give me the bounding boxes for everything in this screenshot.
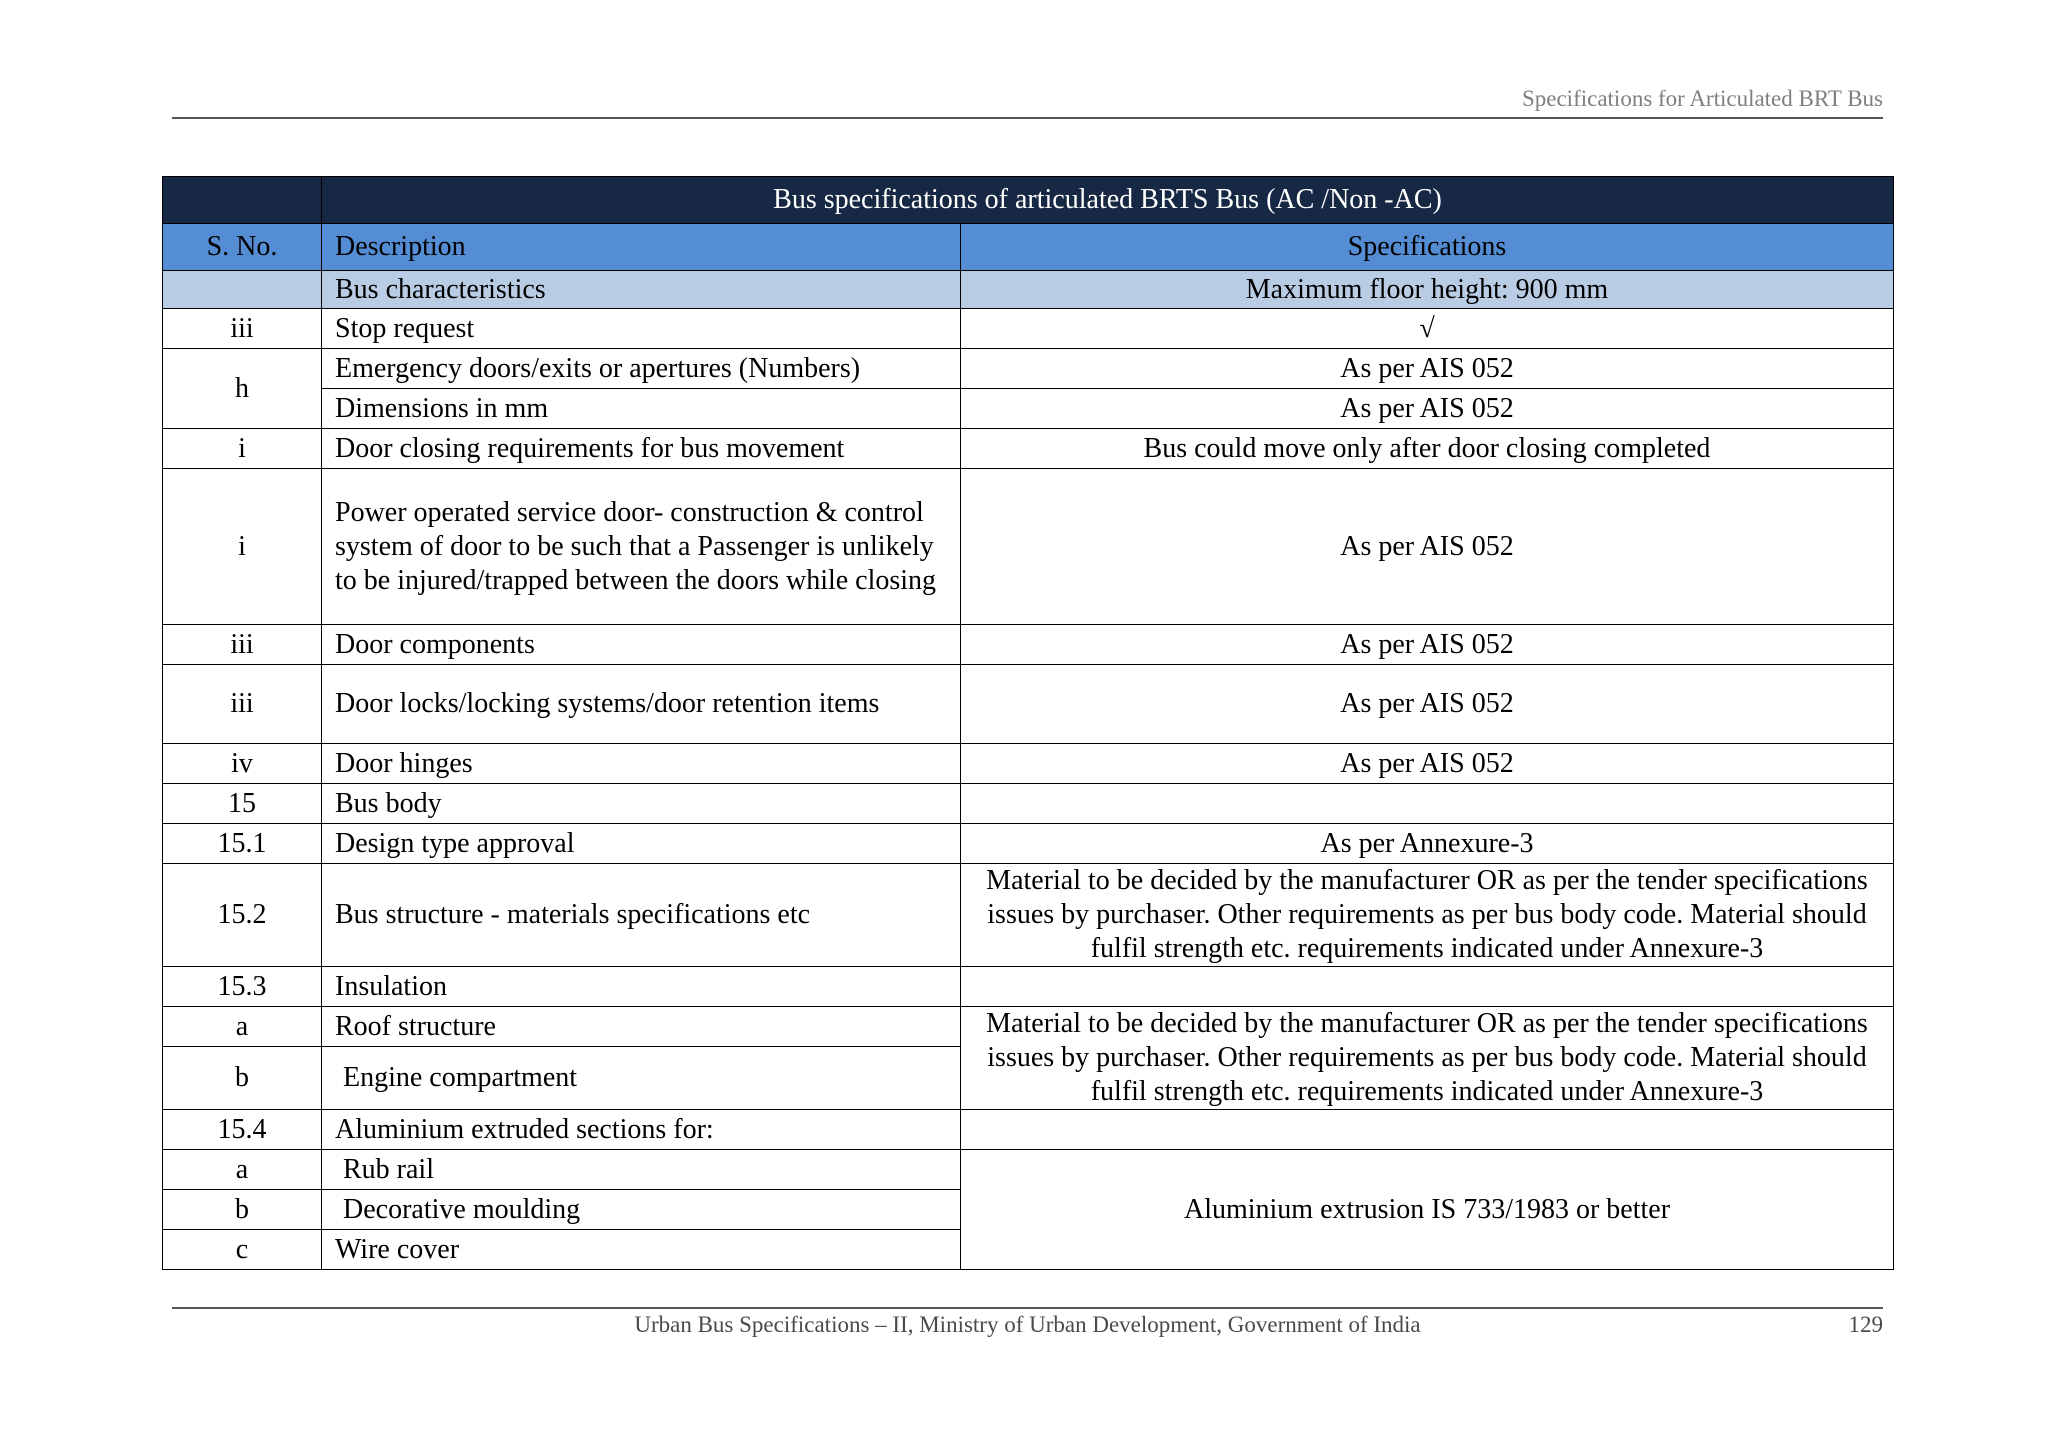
running-header: Specifications for Articulated BRT Bus — [1521, 86, 1883, 111]
cell-sno: b — [163, 1190, 322, 1230]
table-row — [163, 349, 1894, 389]
cell-description: Engine compartment — [322, 1047, 961, 1110]
table-row — [163, 625, 1894, 665]
cell-spec — [961, 967, 1894, 1007]
cell-spec: As per AIS 052 — [961, 665, 1894, 744]
page-number: 129 — [1848, 1312, 1883, 1337]
table-row — [163, 389, 1894, 429]
cell-description: Insulation — [322, 967, 961, 1007]
header-rule — [172, 117, 1883, 119]
cell-description: Design type approval — [322, 824, 961, 864]
cell-spec: As per AIS 052 — [961, 744, 1894, 784]
section-sno-cell — [163, 271, 322, 309]
cell-sno: b — [163, 1047, 322, 1110]
cell-description: Aluminium extruded sections for: — [322, 1110, 961, 1150]
cell-spec: √ — [961, 309, 1894, 349]
cell-description: Door hinges — [322, 744, 961, 784]
table-row — [163, 1150, 1894, 1190]
cell-description: Rub rail — [322, 1150, 961, 1190]
table-row — [163, 1110, 1894, 1150]
cell-sno: i — [163, 469, 322, 625]
cell-spec: As per AIS 052 — [961, 469, 1894, 625]
section-label: Bus characteristics — [322, 271, 961, 309]
footer-rule — [172, 1307, 1883, 1309]
column-header-row — [163, 224, 1894, 271]
cell-description: Dimensions in mm — [322, 389, 961, 429]
cell-sno: c — [163, 1230, 322, 1270]
table-row — [163, 469, 1894, 625]
cell-sno: iii — [163, 625, 322, 665]
cell-spec — [961, 784, 1894, 824]
cell-description: Wire cover — [322, 1230, 961, 1270]
table-row — [163, 967, 1894, 1007]
table-row — [163, 784, 1894, 824]
cell-description: Door components — [322, 625, 961, 665]
col-header-description: Description — [322, 224, 961, 271]
cell-sno: 15 — [163, 784, 322, 824]
cell-sno: a — [163, 1150, 322, 1190]
cell-description: Roof structure — [322, 1007, 961, 1047]
cell-description: Bus body — [322, 784, 961, 824]
cell-spec: Aluminium extrusion IS 733/1983 or better — [961, 1150, 1894, 1270]
cell-sno: iii — [163, 665, 322, 744]
cell-description: Emergency doors/exits or apertures (Numbers) — [322, 349, 961, 389]
table-row — [163, 429, 1894, 469]
section-value: Maximum floor height: 900 mm — [961, 271, 1894, 309]
spec-table — [162, 176, 1894, 1270]
cell-spec — [961, 1110, 1894, 1150]
cell-sno: 15.1 — [163, 824, 322, 864]
table-row — [163, 824, 1894, 864]
cell-spec: As per AIS 052 — [961, 389, 1894, 429]
table-row — [163, 1007, 1894, 1047]
cell-description: Power operated service door- construction & control system of door to be such that a Passenger is unlikely to be injured/trapped between the doors while closing — [322, 469, 961, 625]
cell-sno: 15.3 — [163, 967, 322, 1007]
cell-sno: iv — [163, 744, 322, 784]
cell-spec: Material to be decided by the manufacturer OR as per the tender specifications issues by purchaser. Other requirements as per bus body code. Material should fulfil strength etc. requirements indicated under Annexure-3 — [961, 1007, 1894, 1110]
footer-text: Urban Bus Specifications – II, Ministry of Urban Development, Government of India — [634, 1312, 1421, 1337]
table-row — [163, 864, 1894, 967]
cell-description: Bus structure - materials specifications etc — [322, 864, 961, 967]
table-title-row — [163, 177, 1894, 224]
cell-sno: 15.4 — [163, 1110, 322, 1150]
cell-sno: a — [163, 1007, 322, 1047]
table-row — [163, 309, 1894, 349]
cell-spec: Material to be decided by the manufacturer OR as per the tender specifications issues by purchaser. Other requirements as per bus body code. Material should fulfil strength etc. requirements indicated under Annexure-3 — [961, 864, 1894, 967]
col-header-specifications: Specifications — [961, 224, 1894, 271]
cell-description: Door locks/locking systems/door retention items — [322, 665, 961, 744]
table-title: Bus specifications of articulated BRTS Bus (AC /Non -AC) — [322, 177, 1894, 224]
cell-sno: h — [163, 349, 322, 429]
cell-description: Stop request — [322, 309, 961, 349]
section-row — [163, 271, 1894, 309]
table-row — [163, 665, 1894, 744]
table-row — [163, 744, 1894, 784]
title-empty-cell — [163, 177, 322, 224]
cell-spec: As per Annexure-3 — [961, 824, 1894, 864]
cell-sno: 15.2 — [163, 864, 322, 967]
cell-sno: i — [163, 429, 322, 469]
cell-description: Door closing requirements for bus movement — [322, 429, 961, 469]
cell-description: Decorative moulding — [322, 1190, 961, 1230]
cell-spec: As per AIS 052 — [961, 625, 1894, 665]
cell-sno: iii — [163, 309, 322, 349]
cell-spec: Bus could move only after door closing completed — [961, 429, 1894, 469]
col-header-sno: S. No. — [163, 224, 322, 271]
cell-spec: As per AIS 052 — [961, 349, 1894, 389]
